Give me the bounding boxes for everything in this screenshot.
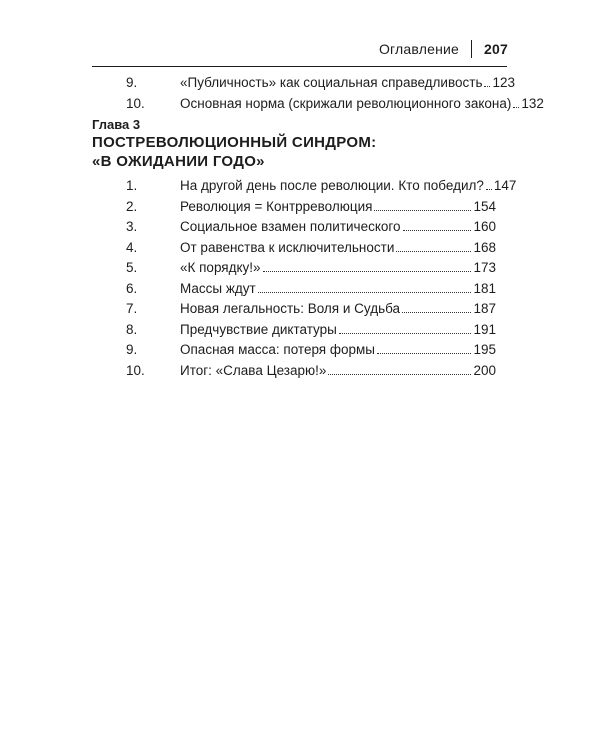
chapter-label: Глава 3 xyxy=(92,117,141,132)
toc-entry-page: 195 xyxy=(473,340,496,361)
toc-entry-title: Предчувствие диктатуры xyxy=(180,321,337,337)
toc-entry-number: 10. xyxy=(126,362,145,378)
dot-leader xyxy=(258,292,472,293)
toc-entry-page: 123 xyxy=(492,73,515,94)
dot-leader xyxy=(377,353,471,354)
toc-entry-number: 1. xyxy=(126,178,138,193)
toc-entry xyxy=(92,217,496,238)
toc-entry-page: 132 xyxy=(521,94,544,115)
dot-leader xyxy=(263,271,472,272)
running-head-title: Оглавление xyxy=(378,41,460,57)
running-head-separator xyxy=(471,40,472,58)
toc-entry-number: 5. xyxy=(126,260,138,275)
toc-entry xyxy=(92,340,496,361)
toc-entry-title: Новая легальность: Воля и Судьба xyxy=(180,301,401,316)
toc-entry-title: От равенства к исключительности xyxy=(180,239,395,255)
toc-entry-title: Массы ждут xyxy=(180,280,256,296)
toc-entry-title: Социальное взамен политического xyxy=(180,219,401,234)
toc-entry-number: 4. xyxy=(126,239,138,255)
toc-entry-number: 2. xyxy=(126,198,138,214)
toc-entry xyxy=(92,176,517,197)
dot-leader xyxy=(402,312,471,313)
running-head xyxy=(379,40,508,58)
toc-entry-number: 9. xyxy=(126,75,138,90)
toc-list-top xyxy=(92,73,544,114)
toc-entry-title: Основная норма (скрижали революционного закона) xyxy=(180,95,512,111)
toc-entry xyxy=(92,197,496,218)
toc-entry-title: На другой день после революции. Кто победил? xyxy=(180,178,484,193)
dot-leader xyxy=(339,333,472,334)
toc-list-chapter xyxy=(92,176,517,381)
toc-entry-number: 8. xyxy=(126,321,138,337)
toc-entry xyxy=(92,320,496,341)
toc-entry-number: 9. xyxy=(126,342,138,357)
toc-entry xyxy=(92,279,496,300)
toc-entry-number: 6. xyxy=(126,280,138,296)
toc-entry-title: Революция = Контрреволюция xyxy=(180,198,373,214)
chapter-title-line-2: «В ОЖИДАНИИ ГОДО» xyxy=(92,153,265,170)
page-number: 207 xyxy=(484,41,508,57)
toc-entry-page: 147 xyxy=(494,176,517,197)
dot-leader xyxy=(486,189,492,190)
toc-entry-number: 3. xyxy=(126,219,138,234)
toc-entry-title: Опасная масса: потеря формы xyxy=(180,342,375,357)
dot-leader xyxy=(403,230,472,231)
toc-entry-page: 173 xyxy=(473,258,496,279)
dot-leader xyxy=(513,107,519,108)
toc-entry xyxy=(92,94,544,115)
toc-entry-page: 191 xyxy=(473,320,496,341)
toc-entry-title: Итог: «Слава Цезарю!» xyxy=(180,362,327,378)
header-rule xyxy=(92,66,507,67)
toc-entry-title: «К порядку!» xyxy=(180,260,261,275)
toc-entry-number: 10. xyxy=(126,95,145,111)
toc-entry xyxy=(92,361,496,382)
chapter-heading xyxy=(92,117,376,171)
toc-entry-page: 154 xyxy=(473,197,496,218)
toc-entry-page: 160 xyxy=(473,217,496,238)
dot-leader xyxy=(396,251,471,252)
dot-leader xyxy=(328,374,471,375)
toc-entry xyxy=(92,73,516,94)
toc-entry-page: 200 xyxy=(473,361,496,382)
chapter-title-line-1: ПОСТРЕВОЛЮЦИОННЫЙ СИНДРОМ: xyxy=(92,134,377,151)
toc-entry-number: 7. xyxy=(126,301,138,316)
dot-leader xyxy=(484,86,490,87)
toc-entry xyxy=(92,238,496,259)
dot-leader xyxy=(374,210,471,211)
toc-entry-page: 187 xyxy=(473,299,496,320)
toc-entry-page: 168 xyxy=(473,238,496,259)
toc-entry-page: 181 xyxy=(473,279,496,300)
toc-entry xyxy=(92,299,496,320)
toc-entry xyxy=(92,258,496,279)
toc-entry-title: «Публичность» как социальная справедливость xyxy=(180,75,483,90)
